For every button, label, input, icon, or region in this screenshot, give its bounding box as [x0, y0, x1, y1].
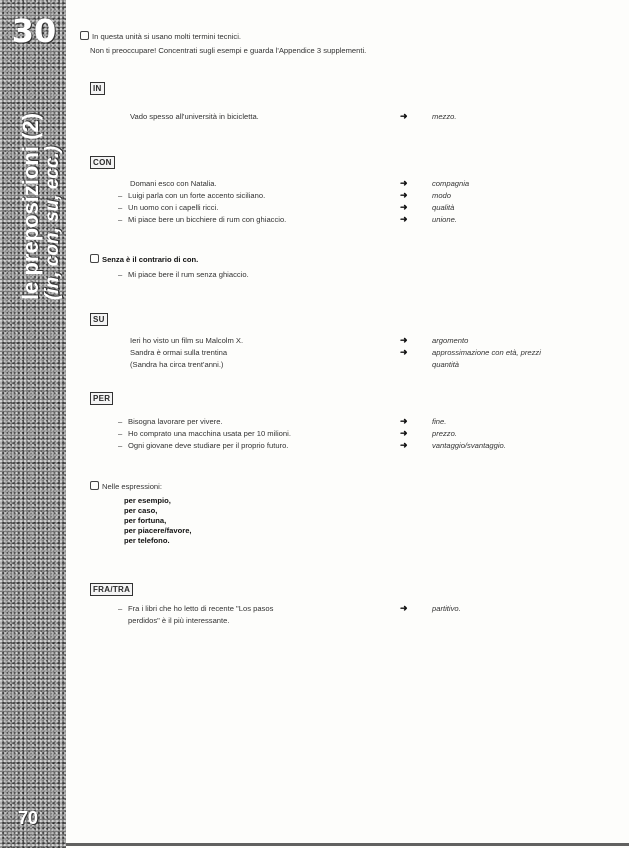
info-icon	[90, 254, 99, 263]
con-meaning-3: qualità	[432, 203, 455, 212]
con-note-example: – Mi piace bere il rum senza ghiaccio.	[118, 270, 249, 279]
su-meaning-2: approssimazione con età, prezzi	[432, 348, 541, 357]
info-icon	[90, 481, 99, 490]
per-expression-2: per caso,	[124, 506, 158, 515]
arrow-icon: ➜	[400, 428, 408, 438]
su-example-1: Ieri ho visto un film su Malcolm X.	[130, 336, 244, 345]
intro-line-1: In questa unità si usano molti termini tecnici.	[80, 31, 241, 41]
page-number: 70	[18, 808, 39, 828]
su-example-2: Sandra è ormai sulla trentina	[130, 348, 228, 357]
section-label-in: IN	[90, 82, 105, 95]
section-label-per: PER	[90, 392, 113, 405]
unit-title: le preposizioni (2)	[18, 112, 43, 300]
con-meaning-1: compagnia	[432, 179, 470, 188]
arrow-icon: ➜	[400, 111, 408, 121]
arrow-icon: ➜	[400, 347, 408, 357]
section-label-fra-tra: FRA/TRA	[90, 583, 133, 596]
fra-example-line-1: – Fra i libri che ho letto di recente "Los pasos	[118, 604, 274, 613]
con-meaning-4: unione.	[432, 215, 457, 224]
con-note: Senza è il contrario di con.	[90, 254, 198, 264]
per-meaning-2: prezzo.	[432, 429, 457, 438]
intro-line-2: Non ti preoccupare! Concentrati sugli esempi e guarda l'Appendice 3 supplementi.	[90, 46, 367, 55]
con-example-4: – Mi piace bere un bicchiere di rum con ghiaccio.	[118, 215, 287, 224]
su-meaning-3: quantità	[432, 360, 460, 369]
unit-number: 30	[11, 12, 57, 50]
in-meaning: mezzo.	[432, 112, 457, 121]
info-icon	[80, 31, 89, 40]
fra-example-line-2: perdidos" è il più interessante.	[128, 616, 230, 625]
section-label-con: CON	[90, 156, 115, 169]
per-meaning-3: vantaggio/svantaggio.	[432, 441, 506, 450]
per-note: Nelle espressioni:	[90, 481, 162, 491]
per-expression-1: per esempio,	[124, 496, 171, 505]
arrow-icon: ➜	[400, 603, 408, 613]
per-expression-3: per fortuna,	[124, 516, 167, 525]
arrow-icon: ➜	[400, 335, 408, 345]
arrow-icon: ➜	[400, 416, 408, 426]
su-meaning-1: argomento	[432, 336, 469, 345]
per-example-1: – Bisogna lavorare per vivere.	[118, 417, 223, 426]
con-example-2: – Luigi parla con un forte accento siciliano.	[118, 191, 266, 200]
arrow-icon: ➜	[400, 214, 408, 224]
con-example-1: Domani esco con Natalia.	[130, 179, 217, 188]
per-expression-5: per telefono.	[124, 536, 170, 545]
bottom-rule	[66, 843, 629, 846]
su-example-3: (Sandra ha circa trent'anni.)	[130, 360, 224, 369]
arrow-icon: ➜	[400, 202, 408, 212]
arrow-icon: ➜	[400, 440, 408, 450]
fra-meaning: partitivo.	[432, 604, 461, 613]
con-meaning-2: modo	[432, 191, 451, 200]
arrow-icon: ➜	[400, 190, 408, 200]
in-example: Vado spesso all'università in bicicletta.	[130, 112, 259, 121]
per-example-3: – Ogni giovane deve studiare per il proprio futuro.	[118, 441, 289, 450]
per-meaning-1: fine.	[432, 417, 447, 426]
unit-subtitle: (in, con, su, ecc.)	[42, 145, 63, 300]
arrow-icon: ➜	[400, 178, 408, 188]
per-example-2: – Ho comprato una macchina usata per 10 milioni.	[118, 429, 291, 438]
per-expression-4: per piacere/favore,	[124, 526, 192, 535]
con-example-3: – Un uomo con i capelli ricci.	[118, 203, 219, 212]
section-label-su: SU	[90, 313, 108, 326]
